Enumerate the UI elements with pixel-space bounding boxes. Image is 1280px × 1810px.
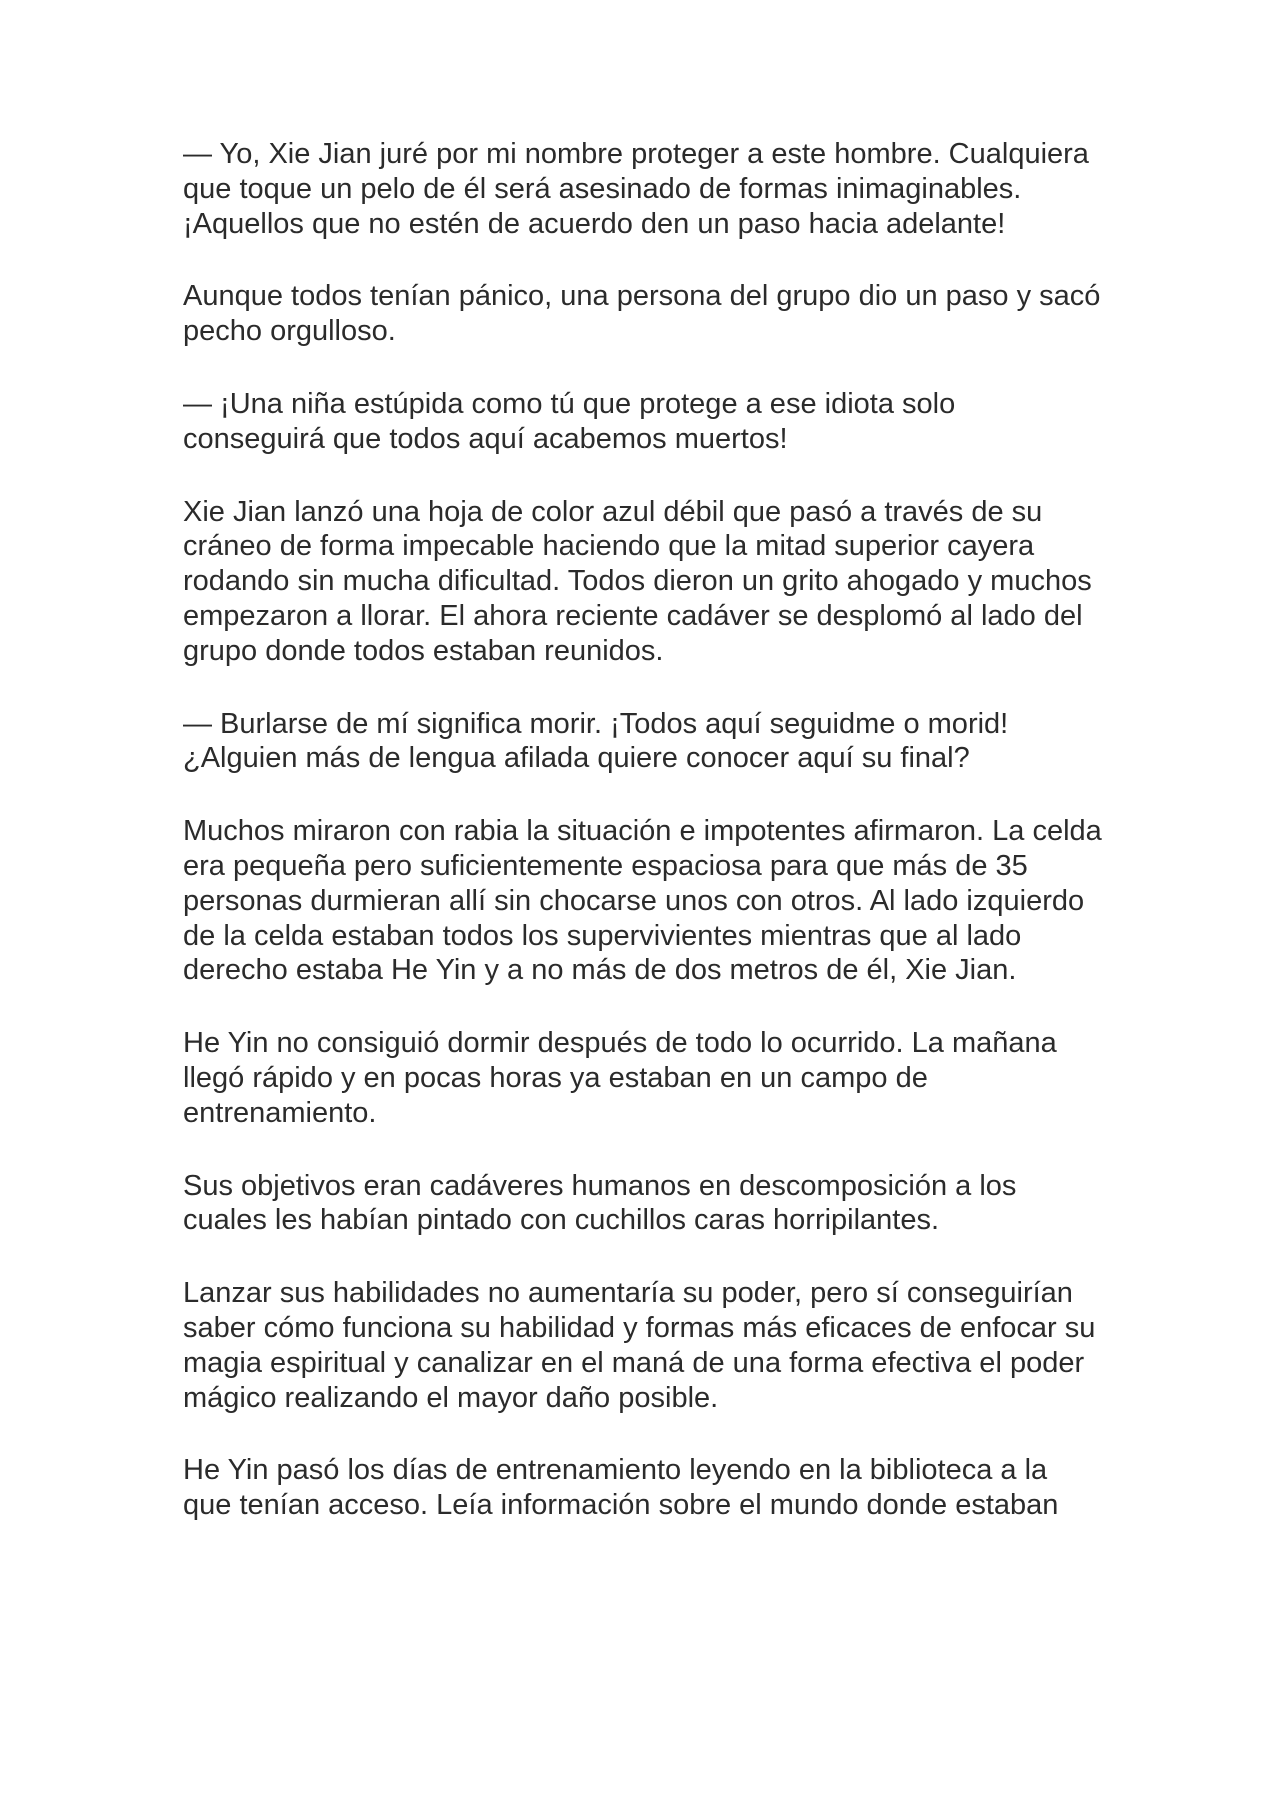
document-body	[183, 137, 1103, 1523]
paragraph: — ¡Una niña estúpida como tú que protege a ese idiota solo conseguirá que todos aquí acabemos muertos!	[183, 387, 956, 455]
paragraph: Aunque todos tenían pánico, una persona del grupo dio un paso y sacó pecho orgulloso.	[183, 280, 1101, 348]
paragraph: — Burlarse de mí significa morir. ¡Todos aquí seguidme o morid! ¿Alguien más de lengua afilada quiere conocer aquí su final?	[183, 707, 1009, 775]
paragraph: — Yo, Xie Jian juré por mi nombre proteger a este hombre. Cualquiera que toque un pelo de él será asesinado de formas inimaginables. ¡Aquellos que no estén de acuerdo den un paso hacia adelante!	[183, 138, 1089, 240]
paragraph: He Yin pasó los días de entrenamiento leyendo en la biblioteca a la que tenían acceso. Leía información sobre el mundo donde estaban	[183, 1454, 1059, 1522]
paragraph: Muchos miraron con rabia la situación e impotentes afirmaron. La celda era pequeña pero suficientemente espaciosa para que más de 35 personas durmieran allí sin chocarse unos con otros. Al lado izquierdo de la celda estaban todos los supervivientes mientras que al lado derecho estaba He Yin y a no más de dos metros de él, Xie Jian.	[183, 815, 1102, 987]
paragraph: Lanzar sus habilidades no aumentaría su poder, pero sí conseguirían saber cómo funciona su habilidad y formas más eficaces de enfocar su magia espiritual y canalizar en el maná de una forma efectiva el poder mágico realizando el mayor daño posible.	[183, 1277, 1096, 1414]
paragraph: Xie Jian lanzó una hoja de color azul débil que pasó a través de su cráneo de forma impecable haciendo que la mitad superior cayera rodando sin mucha dificultad. Todos dieron un grito ahogado y muchos empezaron a llorar. El ahora reciente cadáver se desplomó al lado del grupo donde todos estaban reunidos.	[183, 495, 1092, 667]
paragraph: He Yin no consiguió dormir después de todo lo ocurrido. La mañana llegó rápido y en pocas horas ya estaban en un campo de entrenamiento.	[183, 1027, 1057, 1129]
paragraph: Sus objetivos eran cadáveres humanos en descomposición a los cuales les habían pintado con cuchillos caras horripilantes.	[183, 1169, 1017, 1237]
